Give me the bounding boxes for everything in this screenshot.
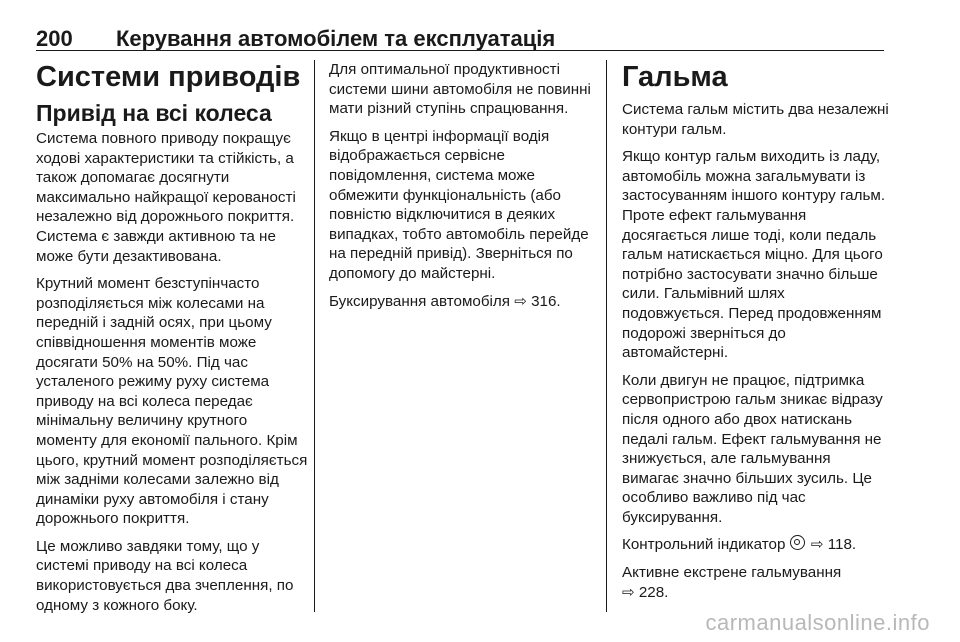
reference-page[interactable]: 316. bbox=[531, 292, 561, 310]
column-middle bbox=[329, 60, 597, 319]
paragraph: Система повного приводу покращує ходові характеристики та стійкість, а також допомагає досягнути максимально найкращої керованості незалежно від дорожнього покриття. Система є завжди активною та не може бути дезактивована. bbox=[36, 130, 296, 265]
paragraph: Система гальм містить два незалежні контури гальм. bbox=[622, 101, 889, 138]
page-reference-arrow-icon[interactable]: ⇨ bbox=[514, 292, 527, 310]
brake-warning-indicator-icon bbox=[790, 535, 805, 550]
column-divider bbox=[314, 60, 315, 612]
reference-page[interactable]: 118. bbox=[827, 536, 857, 554]
paragraph: Для оптимальної продуктивності системи шини автомобіля не повинні мати різний ступінь спрацювання. bbox=[329, 61, 591, 118]
reference-page[interactable]: 228. bbox=[638, 583, 669, 601]
paragraph-with-reference bbox=[329, 292, 597, 312]
reference-text: Активне екстрене гальмування bbox=[622, 564, 842, 582]
paragraph-with-reference bbox=[622, 535, 890, 555]
subsection-title: Привід на всі колеса bbox=[36, 100, 272, 126]
page-number: 200 bbox=[36, 26, 73, 51]
column-divider bbox=[606, 60, 607, 612]
reference-text: Буксирування автомобіля bbox=[329, 292, 511, 310]
watermark: carmanualsonline.info bbox=[705, 610, 930, 635]
paragraph: Коли двигун не працює, підтримка сервопристрою гальм зникає відразу після одного або двох натискань педалі гальм. Ефект гальмування не знижується, але гальмування вимагає значно більших зусиль. Це особливо важливо під час буксирування. bbox=[622, 371, 883, 526]
page-reference-arrow-icon[interactable]: ⇨ bbox=[622, 583, 635, 601]
paragraph: Це можливо завдяки тому, що у системі приводу на всі колеса використовується два зчеплення, по одному з кожного боку. bbox=[36, 537, 294, 614]
reference-text: Контрольний індикатор bbox=[622, 536, 786, 554]
paragraph: Крутний момент безступінчасто розподіляється між колесами на передній і задній осях, при цьому співвідношення моментів може досягати 50% на 50%. Під час усталеного режиму руху система приводу на всі колеса передає мінімальну величину крутного моменту для економії пального. Крім цього, крутний момент розподіляється між задніми колесами залежно від динаміки руху автомобіля і стану дорожнього покриття. bbox=[36, 275, 308, 528]
chapter-title: Керування автомобілем та експлуатація bbox=[116, 26, 556, 51]
paragraph: Якщо в центрі інформації водія відображається сервісне повідомлення, система може обмежити функціональність (або повністю відключитися в деяких випадках, тобто автомобіль перейде на передній привід). Зверніться по допомогу до майстерні. bbox=[329, 127, 589, 282]
page-reference-arrow-icon[interactable]: ⇨ bbox=[810, 536, 824, 554]
page-header bbox=[36, 14, 884, 51]
column-right bbox=[622, 60, 890, 610]
column-left bbox=[36, 60, 308, 623]
paragraph: Якщо контур гальм виходить із ладу, автомобіль можна загальмувати із застосуванням іншого контуру гальм. Проте ефект гальмування досягається лише тоді, коли педаль гальм натискається міцно. Для цього потрібно застосувати значно більше сили. Гальмівний шлях подовжується. Перед продовженням подорожі зверніться до автомайстерні. bbox=[622, 148, 886, 362]
paragraph-with-reference bbox=[622, 563, 890, 602]
section-title: Системи приводів bbox=[36, 61, 301, 93]
section-title: Гальма bbox=[622, 61, 728, 93]
